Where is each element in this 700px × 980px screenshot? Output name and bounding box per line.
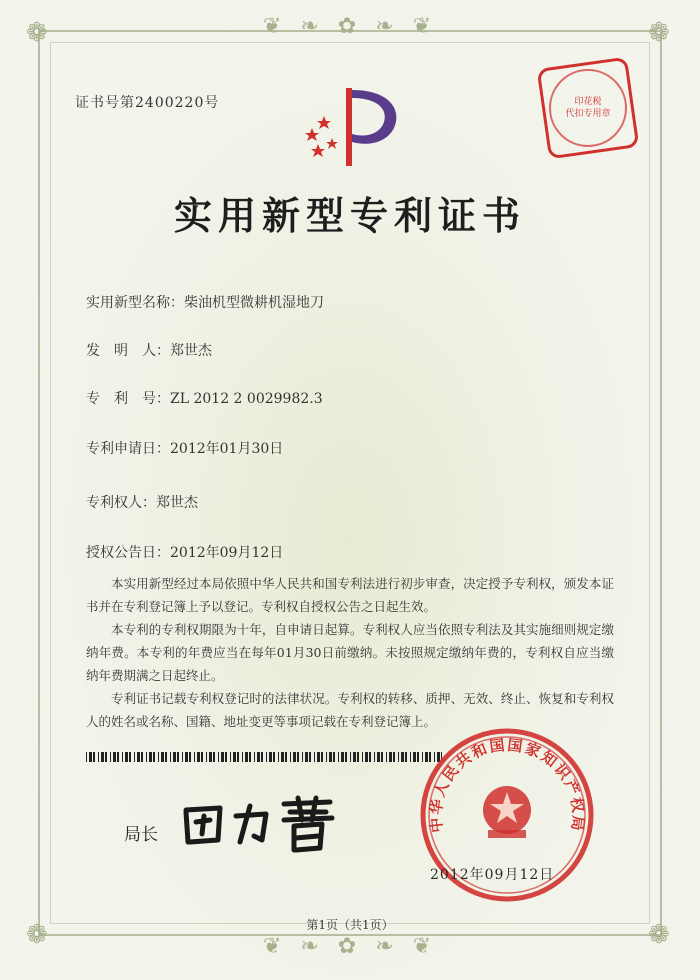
corner-ornament-icon: ❁ xyxy=(26,920,48,950)
page-footer: 第1页（共1页） xyxy=(306,918,394,932)
field-patentee xyxy=(86,492,198,512)
field-value: 2012年01月30日 xyxy=(170,441,284,457)
top-ornament: ❦ ❧ ✿ ❧ ❦ xyxy=(262,14,438,39)
field-patent-number xyxy=(86,388,323,408)
field-label: 实用新型名称： xyxy=(86,295,184,311)
field-value: 郑世杰 xyxy=(156,495,198,511)
field-label: 专 利 号： xyxy=(86,391,170,407)
field-filing-date xyxy=(86,438,283,458)
director-signature-icon xyxy=(180,790,340,860)
corner-ornament-icon: ❁ xyxy=(648,18,670,48)
tax-seal-icon xyxy=(538,58,638,158)
field-inventor xyxy=(86,340,212,360)
patent-office-logo-icon xyxy=(300,80,410,170)
field-label: 专利权人： xyxy=(86,495,156,511)
svg-text:代扣专用章: 代扣专用章 xyxy=(565,109,611,119)
field-value: 2012年09月12日 xyxy=(170,545,284,561)
body-paragraph: 本实用新型经过本局依照中华人民共和国专利法进行初步审查，决定授予专利权，颁发本证书并在专利登记簿上予以登记。专利权自授权公告之日起生效。 xyxy=(86,576,614,614)
director-label: 局长 xyxy=(124,825,158,845)
barcode-icon xyxy=(86,752,442,762)
seal-text: 中华人民共和国国家知识产权局 xyxy=(426,735,588,834)
field-label: 发 明 人： xyxy=(86,343,170,359)
body-paragraph: 本专利的专利权期限为十年，自申请日起算。专利权人应当依照专利法及其实施细则规定缴纳年费。本专利的年费应当在每年01月30日前缴纳。未按照规定缴纳年费的，专利权自应当缴纳年费期满之日起终止。 xyxy=(86,622,614,683)
field-utility-model-name xyxy=(86,292,324,312)
corner-ornament-icon: ❁ xyxy=(648,920,670,950)
certificate-title: 实用新型专利证书 xyxy=(173,193,526,238)
certificate-number: 证书号第2400220号 xyxy=(75,95,220,111)
field-value: ZL 2012 2 0029982.3 xyxy=(170,391,323,407)
corner-ornament-icon: ❁ xyxy=(26,18,48,48)
field-label: 专利申请日： xyxy=(86,441,170,457)
certificate-body xyxy=(86,572,614,733)
field-label: 授权公告日： xyxy=(86,545,170,561)
field-announcement-date xyxy=(86,542,283,562)
bottom-ornament: ❦ ❧ ✿ ❧ ❦ xyxy=(262,934,438,959)
field-value: 柴油机型微耕机湿地刀 xyxy=(184,295,324,311)
body-paragraph: 专利证书记载专利权登记时的法律状况。专利权的转移、质押、无效、终止、恢复和专利权人的姓名或名称、国籍、地址变更等事项记载在专利登记簿上。 xyxy=(86,691,614,729)
svg-text:印花税: 印花税 xyxy=(574,97,602,107)
field-value: 郑世杰 xyxy=(170,343,212,359)
seal-date: 2012年09月12日 xyxy=(430,867,555,883)
